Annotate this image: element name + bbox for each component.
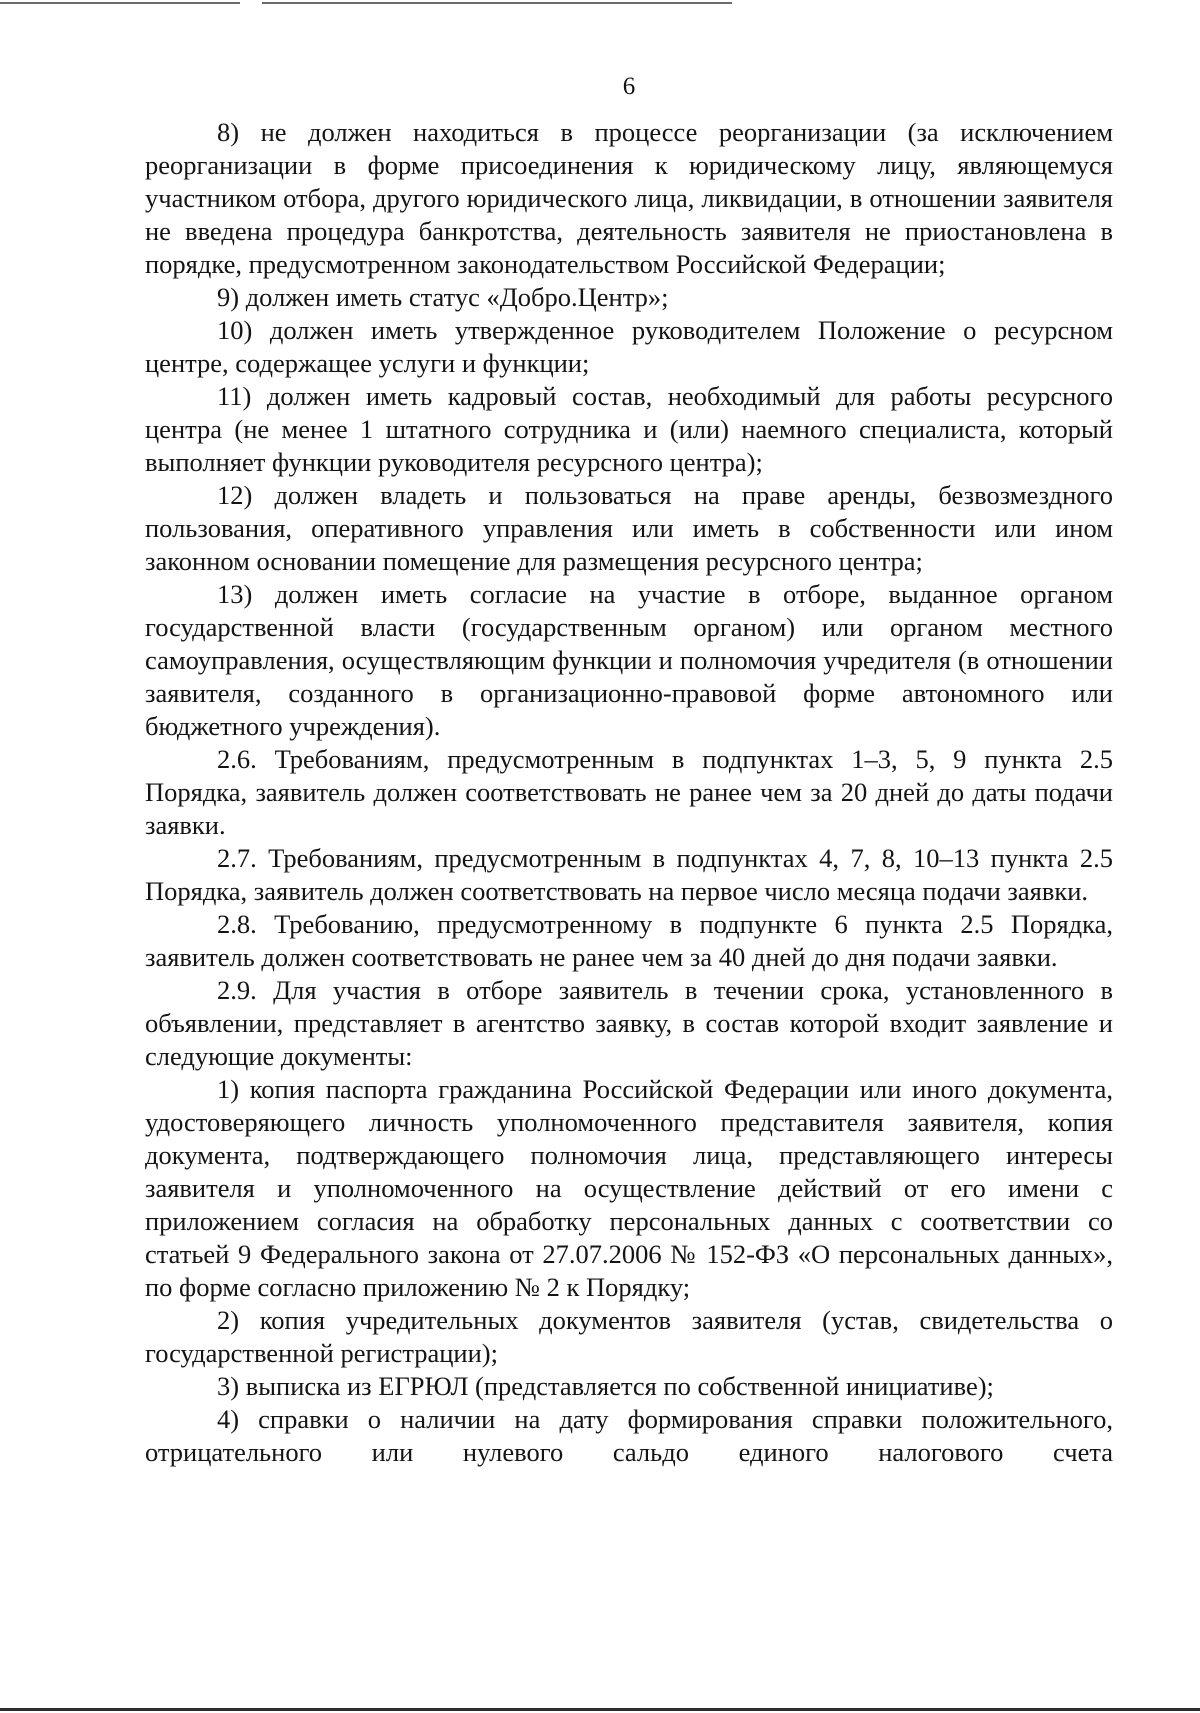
- scan-edge-top-right: [262, 2, 732, 4]
- paragraph-2-6: 2.6. Требованиям, предусмотренным в подпунктах 1–3, 5, 9 пункта 2.5 Порядка, заявитель должен соответствовать не ранее чем за 20 дней до даты подачи заявки.: [145, 744, 1113, 840]
- paragraph-doc-3: 3) выписка из ЕГРЮЛ (представляется по собственной инициативе);: [217, 1371, 994, 1401]
- paragraph-item-10: 10) должен иметь утвержденное руководителем Положение о ресурсном центре, содержащее услуги и функции;: [145, 315, 1113, 378]
- paragraph-2-8: 2.8. Требованию, предусмотренному в подпункте 6 пункта 2.5 Порядка, заявитель должен соответствовать не ранее чем за 40 дней до дня подачи заявки.: [145, 909, 1113, 972]
- page-number: 6: [622, 73, 636, 100]
- paragraph-doc-4: 4) справки о наличии на дату формирования справки положительного, отрицательного или нулевого сальдо единого налогового счета: [145, 1404, 1113, 1467]
- paragraph-item-8: 8) не должен находиться в процессе реорганизации (за исключением реорганизации в форме присоединения к юридическому лицу, являющемуся участником отбора, другого юридического лица, ликвидации, в отношении заявителя не введена процедура банкротства, деятельность заявителя не приостановлена в порядке, предусмотренном законодательством Российской Федерации;: [145, 117, 1113, 279]
- paragraph-2-9: 2.9. Для участия в отборе заявитель в течении срока, установленного в объявлении, представляет в агентство заявку, в состав которой входит заявление и следующие документы:: [145, 975, 1113, 1071]
- paragraph-doc-1: 1) копия паспорта гражданина Российской Федерации или иного документа, удостоверяющего личность уполномоченного представителя заявителя, копия документа, подтверждающего полномочия лица, представляющего интересы заявителя и уполномоченного на осуществление действий от его имени с приложением согласия на обработку персональных данных с соответствии со статьей 9 Федерального закона от 27.07.2006 № 152-ФЗ «О персональных данных», по форме согласно приложению № 2 к Порядку;: [145, 1074, 1113, 1302]
- paragraph-item-11: 11) должен иметь кадровый состав, необходимый для работы ресурсного центра (не менее 1 штатного сотрудника и (или) наемного специалиста, который выполняет функции руководителя ресурсного центра);: [145, 381, 1113, 477]
- paragraph-item-12: 12) должен владеть и пользоваться на праве аренды, безвозмездного пользования, оперативного управления или иметь в собственности или ином законном основании помещение для размещения ресурсного центра;: [145, 480, 1113, 576]
- paragraph-doc-2: 2) копия учредительных документов заявителя (устав, свидетельства о государственной регистрации);: [145, 1305, 1113, 1368]
- document-body: [145, 116, 1113, 1469]
- paragraph-2-7: 2.7. Требованиям, предусмотренным в подпунктах 4, 7, 8, 10–13 пункта 2.5 Порядка, заявитель должен соответствовать на первое число месяца подачи заявки.: [145, 843, 1113, 906]
- paragraph-item-9: 9) должен иметь статус «Добро.Центр»;: [217, 282, 669, 312]
- scan-edge-top-left: [0, 2, 240, 4]
- scan-edge-bottom: [0, 1708, 1200, 1711]
- paragraph-item-13: 13) должен иметь согласие на участие в отборе, выданное органом государственной власти (государственным органом) или органом местного самоуправления, осуществляющим функции и полномочия учредителя (в отношении заявителя, созданного в организационно-правовой форме автономного или бюджетного учреждения).: [145, 579, 1113, 741]
